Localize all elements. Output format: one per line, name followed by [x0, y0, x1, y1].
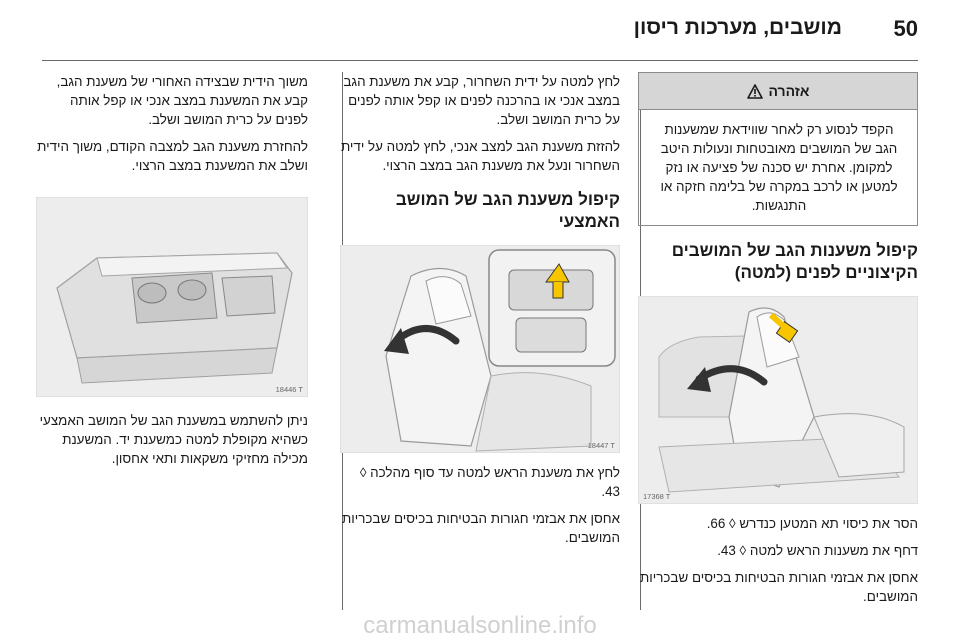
header-rule: [42, 60, 918, 61]
seat-illustration-outer: [639, 297, 918, 504]
illustration-middle-seat-fold: [340, 245, 620, 453]
image-code: 18447 T: [587, 441, 615, 450]
illustration-outer-seat-fold: [638, 296, 918, 504]
page-header: [0, 0, 960, 56]
paragraph-1: משוך הידית שבצידה האחורי של משענת הגב, קבע את המשענת במצב אנכי או קפל אותה לפנים על כרית המושב ושלב.: [56, 74, 308, 127]
left-column: [36, 72, 308, 612]
warning-text: הקפד לנסוע רק לאחר שווידאת שמשענות הגב של המושבים מאובטחות ונעולות היטב למקומן. אחרת יש סכנה של פציעה או נזק למטען או לרכב במקרה של בלימה חזקה או התנגשות.: [660, 122, 898, 213]
warning-box: [638, 72, 918, 226]
step-2: דחף את משענות הראש למטה ◊ 43.: [717, 543, 918, 558]
section-heading-middle-seat: קיפול משענת הגב של המושב האמצעי: [395, 190, 620, 231]
page-title: מושבים, מערכות ריסון: [633, 16, 842, 39]
warning-triangle-icon: [747, 84, 763, 99]
paragraph-2: להזזת משענת הגב למצב אנכי, לחץ למטה על ידית השחרור ונעל את משענת הגב במצב הרצוי.: [340, 139, 620, 173]
warning-header: [639, 73, 917, 110]
step-3: אחסן את אבזמי חגורות הבטיחות בכיסים שבכריות המושבים.: [640, 570, 918, 604]
armrest-illustration: [37, 198, 308, 397]
watermark: carmanualsonline.info: [363, 612, 597, 639]
section-heading-outer-seats: קיפול משענות הגב של המושבים הקיצוניים לפנים (למטה): [671, 241, 918, 282]
closing-paragraph: ניתן להשתמש במשענת הגב של המושב האמצעי כשהיא מקופלת למטה כמשענת יד. המשענת מכילה מחזיקי משקאות ותאי אחסון.: [39, 413, 308, 466]
paragraph-2: להחזרת משענת הגב למצבה הקודם, משוך הידית ושלב את המשענת במצב הרצוי.: [37, 139, 308, 173]
image-code: 18446 T: [275, 385, 303, 394]
warning-title: אזהרה: [768, 83, 810, 99]
paragraph-1: לחץ למטה על ידית השחרור, קבע את משענת הגב במצב אנכי או בהרכנה לפנים או קפל אותה לפנים על כרית המושב ושלב.: [343, 74, 620, 127]
seat-illustration-middle: [341, 246, 620, 453]
middle-column: [340, 72, 620, 612]
image-code: 17368 T: [643, 492, 671, 501]
step-2: אחסן את אבזמי חגורות הבטיחות בכיסים שבכריות המושבים.: [342, 511, 620, 545]
step-1: לחץ את משענת הראש למטה עד סוף מהלכה ◊ 43.: [359, 465, 620, 499]
page-number: 50: [893, 16, 918, 41]
illustration-armrest: [36, 197, 308, 397]
step-1: הסר את כיסוי תא המטען כנדרש ◊ 66.: [706, 516, 918, 531]
right-column: [638, 72, 918, 612]
steps-list-outer: [638, 514, 918, 606]
steps-list-middle: [340, 463, 620, 547]
